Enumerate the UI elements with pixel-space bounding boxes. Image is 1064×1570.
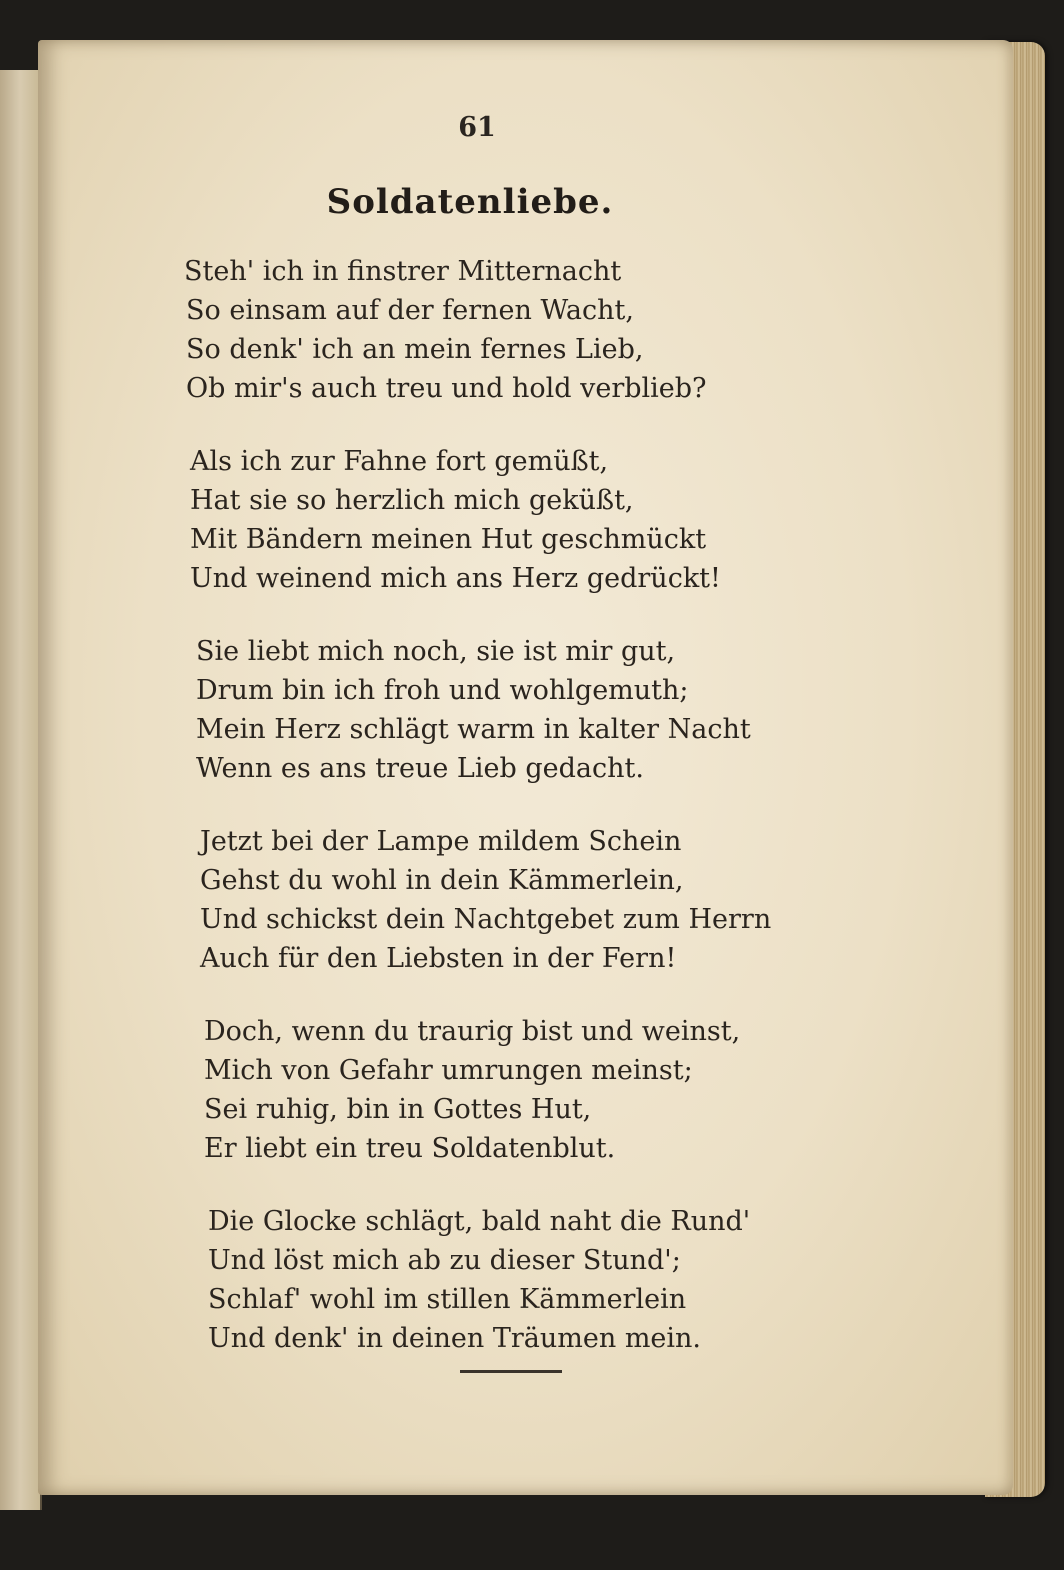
stanza-3 (182, 632, 802, 788)
poem-line: Schlaf' wohl im stillen Kämmerlein (208, 1284, 687, 1315)
poem-line: Ob mir's auch treu und hold verblieb? (186, 373, 707, 404)
poem-line: Und löst mich ab zu dieser Stund'; (208, 1245, 681, 1276)
poem-line: Wenn es ans treue Lieb gedacht. (196, 753, 644, 784)
poem-line: Hat sie so herzlich mich geküßt, (190, 485, 634, 516)
poem-line: Drum bin ich froh und wohlgemuth; (196, 675, 689, 706)
poem-line: Die Glocke schlägt, bald naht die Rund' (208, 1206, 751, 1237)
poem-line: Mit Bändern meinen Hut geschmückt (190, 524, 707, 555)
poem-title: Soldatenliebe. (326, 182, 614, 222)
end-rule (460, 1370, 562, 1373)
poem-line: Doch, wenn du traurig bist und weinst, (204, 1016, 741, 1047)
poem-line: Gehst du wohl in dein Kämmerlein, (200, 865, 684, 896)
poem-line: So einsam auf der fernen Wacht, (186, 295, 634, 326)
poem-line: Mein Herz schlägt warm in kalter Nacht (196, 714, 751, 745)
poem-line: Als ich zur Fahne fort gemüßt, (190, 446, 609, 477)
stanza-6 (182, 1202, 802, 1358)
poem-body (182, 252, 802, 1392)
stanza-1 (182, 252, 802, 408)
poem-line: Und denk' in deinen Träumen mein. (208, 1323, 702, 1354)
poem-line: Und schickst dein Nachtgebet zum Herrn (200, 904, 772, 935)
poem-line: Steh' ich in finstrer Mitternacht (184, 256, 622, 287)
stanza-4 (182, 822, 802, 978)
poem-line: Mich von Gefahr umrungen meinst; (204, 1055, 693, 1086)
previous-page-edge (0, 70, 42, 1510)
poem-line: Sie liebt mich noch, sie ist mir gut, (196, 636, 676, 667)
poem-line: Sei ruhig, bin in Gottes Hut, (204, 1094, 592, 1125)
page-number: 61 (458, 112, 496, 143)
poem-line: Und weinend mich ans Herz gedrückt! (190, 563, 721, 594)
stanza-5 (182, 1012, 802, 1168)
stanza-2 (182, 442, 802, 598)
poem-line: Er liebt ein treu Soldatenblut. (204, 1133, 616, 1164)
poem-line: Auch für den Liebsten in der Fern! (200, 943, 677, 974)
poem-line: So denk' ich an mein fernes Lieb, (186, 334, 644, 365)
poem-line: Jetzt bei der Lampe mildem Schein (200, 826, 682, 857)
